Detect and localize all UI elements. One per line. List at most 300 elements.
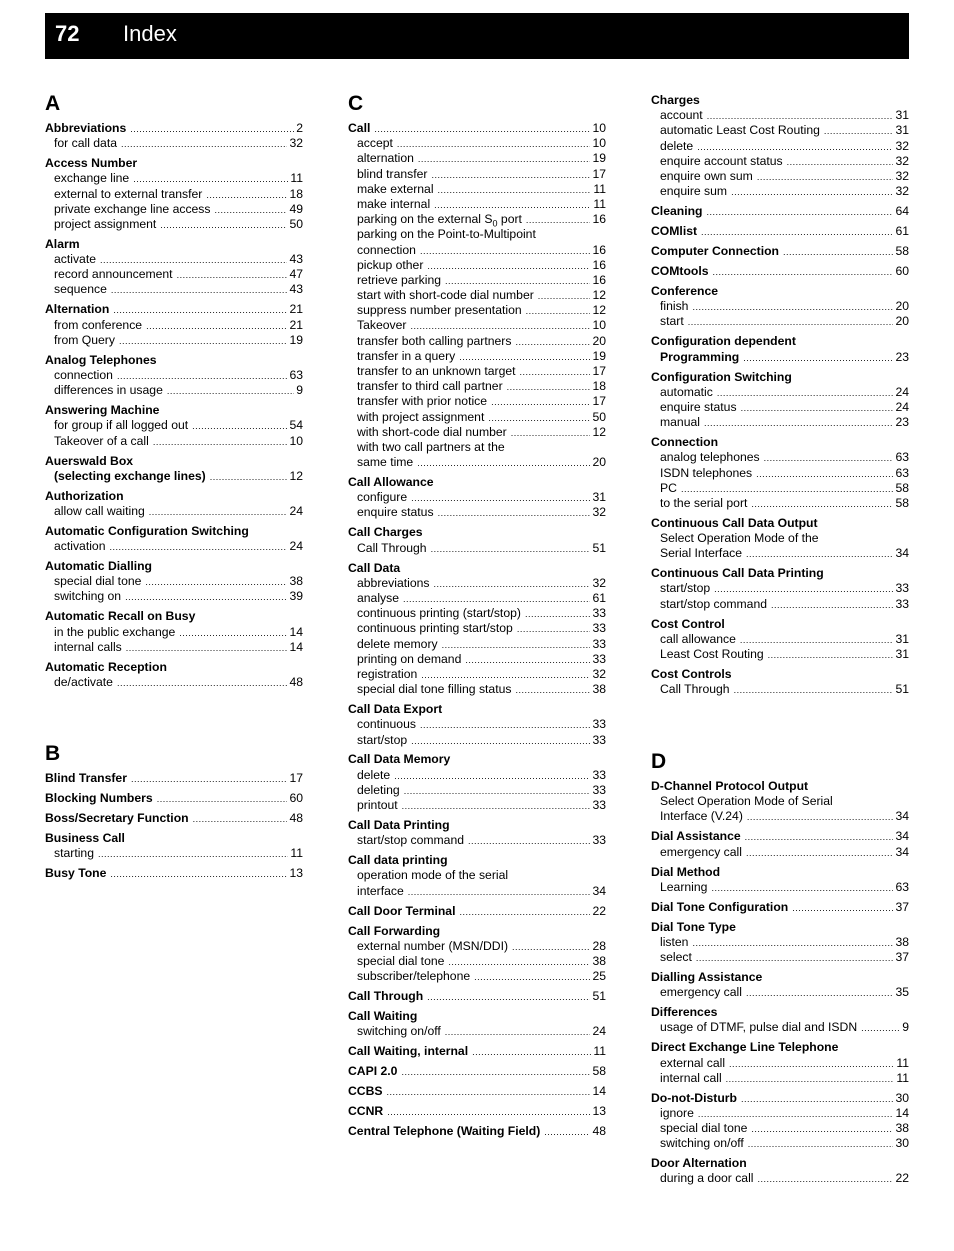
index-entry [348, 904, 606, 919]
index-term [348, 1104, 606, 1119]
index-subterm [348, 273, 606, 288]
index-subterm [651, 1106, 909, 1121]
index-subterm [651, 154, 909, 169]
page-reference: 48 [289, 674, 303, 689]
leader-dots [757, 170, 894, 185]
index-term [651, 970, 909, 985]
index-term [45, 121, 303, 136]
index-term [45, 811, 303, 826]
leader-dots [756, 467, 893, 482]
index-term-text: Authorization [45, 488, 124, 503]
index-term-text: CAPI 2.0 [348, 1064, 398, 1079]
index-term-text: Dial Assistance [651, 829, 741, 844]
index-term-text: Configuration Switching [651, 369, 792, 384]
leader-dots [121, 137, 287, 152]
leader-dots [697, 140, 893, 155]
index-term-text: same time [357, 455, 414, 470]
index-entry [651, 1156, 909, 1186]
index-term [45, 454, 303, 469]
index-subterm [651, 880, 909, 895]
index-entry [45, 403, 303, 449]
page-reference: 58 [592, 1064, 606, 1079]
index-term-text: special dial tone [357, 953, 445, 968]
index-entry [348, 121, 606, 470]
index-term-text: registration [357, 666, 418, 681]
index-term-text: transfer with prior notice [357, 394, 488, 409]
page-reference: 22 [592, 903, 606, 918]
index-entry [45, 559, 303, 605]
index-term-text: Cost Controls [651, 666, 732, 681]
page-header [45, 13, 909, 59]
index-term-text: Blocking Numbers [45, 790, 153, 805]
index-term [45, 771, 303, 786]
index-term-text: Call Through [660, 682, 730, 697]
index-term-text: Alternation [45, 302, 110, 317]
index-entry [651, 970, 909, 1000]
index-subterm [348, 868, 606, 883]
index-term-text: special dial tone [660, 1121, 748, 1136]
index-subterm [348, 969, 606, 984]
index-subterm [651, 1020, 909, 1035]
index-term-text: listen [660, 934, 689, 949]
leader-dots [210, 470, 288, 485]
leader-dots [145, 575, 287, 590]
index-term-text: Automatic Configuration Switching [45, 523, 249, 538]
leader-dots [410, 319, 590, 334]
index-term-text: Dialling Assistance [651, 970, 763, 985]
index-subterm [651, 845, 909, 860]
index-term-text: Connection [651, 435, 719, 450]
page-reference: 34 [592, 883, 606, 898]
page-reference: 33 [592, 767, 606, 782]
section-letter: A [45, 92, 61, 115]
index-term [348, 1124, 606, 1139]
index-term [651, 865, 909, 880]
leader-dots [402, 799, 591, 814]
index-term-text: D-Channel Protocol Output [651, 779, 809, 793]
index-term-text: Call Waiting [348, 1009, 418, 1024]
index-subterm [651, 597, 909, 612]
index-term [348, 989, 606, 1004]
index-term-text: from conference [54, 317, 143, 332]
leader-dots [131, 772, 287, 787]
index-term-text: for call data [54, 136, 118, 151]
index-entry [348, 752, 606, 813]
index-subterm [348, 939, 606, 954]
index-term-text: connection [357, 242, 416, 257]
leader-dots [394, 769, 590, 784]
index-subterm [348, 505, 606, 520]
index-entry [348, 924, 606, 985]
index-term [651, 334, 909, 349]
page-reference: 22 [895, 1171, 909, 1186]
page-reference: 58 [895, 244, 909, 259]
leader-dots [420, 244, 590, 259]
index-term-text: retrieve parking [357, 272, 441, 287]
index-subterm [45, 383, 303, 398]
index-term-text: during a door call [660, 1171, 754, 1186]
page-reference: 32 [592, 505, 606, 520]
page-reference: 31 [895, 631, 909, 646]
leader-dots [146, 319, 287, 334]
index-term-text: Computer Connection [651, 244, 779, 259]
index-subterm [651, 481, 909, 496]
index-term-text: Analog Telephones [45, 352, 157, 367]
index-term [45, 524, 303, 539]
page-reference: 33 [592, 833, 606, 848]
index-term-text: for group if all logged out [54, 418, 189, 433]
leader-dots [526, 304, 591, 319]
index-term-text: starting [54, 846, 94, 861]
index-subterm [651, 314, 909, 329]
page-reference: 47 [289, 267, 303, 282]
page-reference: 17 [592, 166, 606, 181]
leader-dots [153, 435, 288, 450]
leader-dots [100, 253, 287, 268]
leader-dots [167, 384, 294, 399]
index-entry [45, 489, 303, 519]
leader-dots [421, 668, 590, 683]
leader-dots [157, 792, 288, 807]
page-reference: 33 [592, 732, 606, 747]
page-reference: 13 [289, 866, 303, 881]
leader-dots [459, 905, 590, 920]
index-term [45, 831, 303, 846]
index-subterm [45, 252, 303, 267]
index-subterm [348, 591, 606, 606]
page-reference: 50 [592, 409, 606, 424]
page-reference: 33 [592, 636, 606, 651]
leader-dots [113, 303, 287, 318]
index-term-text: Door Alternation [651, 1156, 747, 1171]
index-term [651, 779, 909, 794]
page-reference: 31 [895, 123, 909, 138]
index-term [348, 525, 606, 540]
leader-dots [768, 648, 894, 663]
index-entry [651, 1040, 909, 1086]
page-reference: 32 [895, 153, 909, 168]
page-reference: 32 [895, 138, 909, 153]
leader-dots [404, 784, 591, 799]
page-reference: 14 [592, 1084, 606, 1099]
page-reference: 20 [895, 299, 909, 314]
index-term-text: Blind Transfer [45, 771, 127, 785]
index-entry [45, 609, 303, 655]
page-reference: 38 [289, 574, 303, 589]
section-letter: D [651, 750, 667, 773]
index-term-text: Do-not-Disturb [651, 1090, 737, 1105]
index-term-text: Call Through [357, 540, 427, 555]
index-term-text: Automatic Recall on Busy [45, 609, 196, 624]
index-term [651, 224, 909, 239]
index-entry [651, 566, 909, 612]
index-term-text: analyse [357, 591, 400, 606]
index-term-text: switching on/off [660, 1136, 744, 1151]
index-term-text: deleting [357, 782, 400, 797]
leader-dots [771, 598, 893, 613]
page-reference: 33 [592, 651, 606, 666]
leader-dots [515, 335, 590, 350]
index-term [45, 156, 303, 171]
index-term [348, 1009, 606, 1024]
page-reference: 19 [289, 332, 303, 347]
page-reference: 23 [895, 349, 909, 364]
index-term-text: Call Data Memory [348, 752, 451, 767]
leader-dots [787, 155, 894, 170]
index-term [651, 284, 909, 299]
index-subterm [651, 985, 909, 1000]
index-term-text: sequence [54, 282, 107, 297]
index-term-text: continuous printing start/stop [357, 621, 513, 636]
index-term [651, 1005, 909, 1020]
leader-dots [427, 259, 590, 274]
index-subterm [348, 349, 606, 364]
index-term [348, 561, 606, 576]
index-term-text: Abbreviations [45, 121, 127, 135]
index-subterm [651, 415, 909, 430]
leader-dots [434, 577, 591, 592]
leader-dots [692, 936, 893, 951]
index-term-text: Least Cost Routing [660, 646, 764, 661]
index-term-text: Automatic Dialling [45, 559, 152, 574]
index-subterm [348, 455, 606, 470]
leader-dots [149, 505, 288, 520]
index-subterm [651, 123, 909, 138]
index-term-text: Continuous Call Data Output [651, 515, 818, 530]
index-subterm [348, 798, 606, 813]
page-reference: 58 [895, 480, 909, 495]
index-term-text: Call [348, 121, 371, 135]
leader-dots [438, 506, 591, 521]
index-term [651, 920, 909, 935]
leader-dots [117, 369, 287, 384]
index-term [348, 1044, 606, 1059]
index-entry [45, 811, 303, 826]
index-entry [348, 1104, 606, 1119]
index-entry [45, 831, 303, 861]
index-entry [45, 866, 303, 881]
index-term-text: continuous [357, 717, 416, 732]
leader-dots [403, 592, 590, 607]
page-reference: 64 [895, 204, 909, 219]
index-term-text: select [660, 950, 692, 965]
index-entry [651, 920, 909, 966]
page-reference: 25 [592, 969, 606, 984]
index-subterm [651, 809, 909, 824]
index-subterm [348, 667, 606, 682]
index-subterm [45, 434, 303, 449]
index-subterm [348, 954, 606, 969]
leader-dots [126, 641, 288, 656]
leader-dots [525, 607, 591, 622]
page-reference: 51 [592, 540, 606, 555]
index-subterm [348, 136, 606, 151]
leader-dots [517, 622, 591, 637]
section-letter: C [348, 92, 364, 115]
index-term-text: call allowance [660, 631, 736, 646]
index-term [348, 475, 606, 490]
index-term-text: ISDN telephones [660, 465, 753, 480]
index-subterm [45, 282, 303, 297]
index-term-text: enquire sum [660, 184, 728, 199]
page-reference: 37 [895, 950, 909, 965]
index-term-text: Auerswald Box [45, 453, 134, 468]
index-term-text: Call Data Printing [348, 818, 450, 833]
leader-dots [507, 380, 591, 395]
index-term-text: continuous printing (start/stop) [357, 606, 521, 621]
index-subterm [348, 768, 606, 783]
index-term [348, 1064, 606, 1079]
index-entry [651, 829, 909, 859]
index-subterm [45, 136, 303, 151]
page-reference: 34 [895, 546, 909, 561]
index-term [348, 1084, 606, 1099]
page-reference: 13 [592, 1104, 606, 1119]
leader-dots [706, 205, 893, 220]
index-entry [651, 370, 909, 431]
index-entry [348, 1009, 606, 1039]
page-reference: 63 [289, 368, 303, 382]
index-subterm [348, 425, 606, 440]
index-term-text: abbreviations [357, 575, 430, 590]
index-subterm [45, 504, 303, 519]
index-subterm [348, 717, 606, 732]
index-subterm [651, 682, 909, 697]
index-term-text: start/stop [660, 581, 711, 596]
index-subterm [348, 394, 606, 409]
leader-dots [431, 168, 590, 183]
index-subterm [45, 640, 303, 655]
index-term-text: parking on the Point-to-Multipoint [357, 227, 536, 242]
page-reference: 33 [592, 606, 606, 621]
page-reference: 63 [895, 879, 909, 894]
index-subterm [651, 1071, 909, 1086]
index-term-text: enquire own sum [660, 168, 753, 183]
leader-dots [418, 152, 591, 167]
index-term-text: Call Through [348, 989, 424, 1004]
index-term [348, 818, 606, 833]
page-reference: 33 [592, 798, 606, 813]
leader-dots [734, 683, 894, 698]
index-term [651, 1156, 909, 1171]
index-subterm [45, 539, 303, 554]
leader-dots [747, 810, 894, 825]
index-entry [651, 93, 909, 199]
index-term-text: Boss/Secretary Function [45, 810, 189, 825]
page-reference: 14 [289, 639, 303, 654]
leader-dots [98, 847, 288, 862]
page-reference: 33 [592, 621, 606, 636]
index-subterm [348, 334, 606, 349]
page-reference: 11 [593, 196, 606, 211]
index-term-text: with short-code dial number [357, 424, 507, 439]
page-reference: 24 [289, 539, 303, 554]
leader-dots [110, 540, 288, 555]
index-entry [348, 1064, 606, 1079]
index-subterm [651, 108, 909, 123]
page-reference: 23 [895, 415, 909, 430]
index-subterm [651, 794, 909, 809]
leader-dots [417, 456, 590, 471]
index-term-text: suppress number presentation [357, 303, 522, 318]
index-entry [348, 1044, 606, 1059]
index-subterm [348, 1024, 606, 1039]
index-term-text: Interface (V.24) [660, 809, 743, 824]
index-subterm [348, 652, 606, 667]
index-subterm [348, 783, 606, 798]
page-reference: 19 [592, 348, 606, 363]
index-subterm [348, 440, 606, 455]
index-term-text: Configuration dependent [651, 334, 796, 349]
index-entry [348, 475, 606, 521]
page-reference: 16 [592, 257, 606, 272]
index-term-text: Dial Method [651, 864, 721, 879]
index-term-text: Call Door Terminal [348, 903, 456, 918]
index-term-text: printout [357, 798, 398, 813]
page-reference: 48 [289, 810, 303, 825]
index-subterm [45, 675, 303, 690]
index-subterm [348, 576, 606, 591]
index-term-text: enquire status [357, 505, 434, 520]
index-term-text: Select Operation Mode of Serial [660, 794, 833, 809]
index-subterm [348, 833, 606, 848]
index-term-text: Call Allowance [348, 475, 434, 490]
index-term-text: parking on the external $S_0$ port [357, 212, 522, 229]
index-entry [348, 989, 606, 1004]
page-reference: 49 [289, 201, 303, 216]
index-subterm [348, 288, 606, 303]
index-term [651, 370, 909, 385]
leader-dots [125, 590, 287, 605]
index-subterm [651, 139, 909, 154]
index-term-text: switching on [54, 589, 122, 604]
page-reference: 30 [895, 1090, 909, 1105]
page-reference: 38 [592, 682, 606, 697]
index-subterm [651, 1056, 909, 1071]
index-term [651, 204, 909, 219]
index-term-text: in the public exchange [54, 624, 176, 639]
index-subterm [45, 267, 303, 282]
index-term-text: Busy Tone [45, 866, 107, 881]
leader-dots [130, 122, 294, 137]
index-term-text: delete memory [357, 636, 438, 651]
index-term-text: Call Forwarding [348, 923, 441, 938]
leader-dots [474, 970, 590, 985]
index-term-text: start/stop command [357, 833, 465, 848]
leader-dots [438, 183, 592, 198]
index-term-text: (selecting exchange lines) [54, 468, 206, 483]
index-term-text: transfer in a query [357, 348, 456, 363]
index-subterm [651, 385, 909, 400]
leader-dots [707, 109, 894, 124]
leader-dots [179, 626, 287, 641]
index-term [348, 924, 606, 939]
page-reference: 20 [592, 455, 606, 470]
index-subterm [45, 574, 303, 589]
index-subterm [348, 227, 606, 242]
leader-dots [397, 137, 591, 152]
page-reference: 11 [290, 846, 303, 861]
page-reference: 10 [289, 433, 303, 448]
leader-dots [206, 188, 287, 203]
index-subterm [348, 151, 606, 166]
leader-dots [538, 289, 591, 304]
leader-dots [701, 225, 893, 240]
leader-dots [491, 395, 590, 410]
index-term-text: emergency call [660, 985, 742, 1000]
index-entry [348, 702, 606, 748]
index-column-2 [348, 91, 606, 1144]
